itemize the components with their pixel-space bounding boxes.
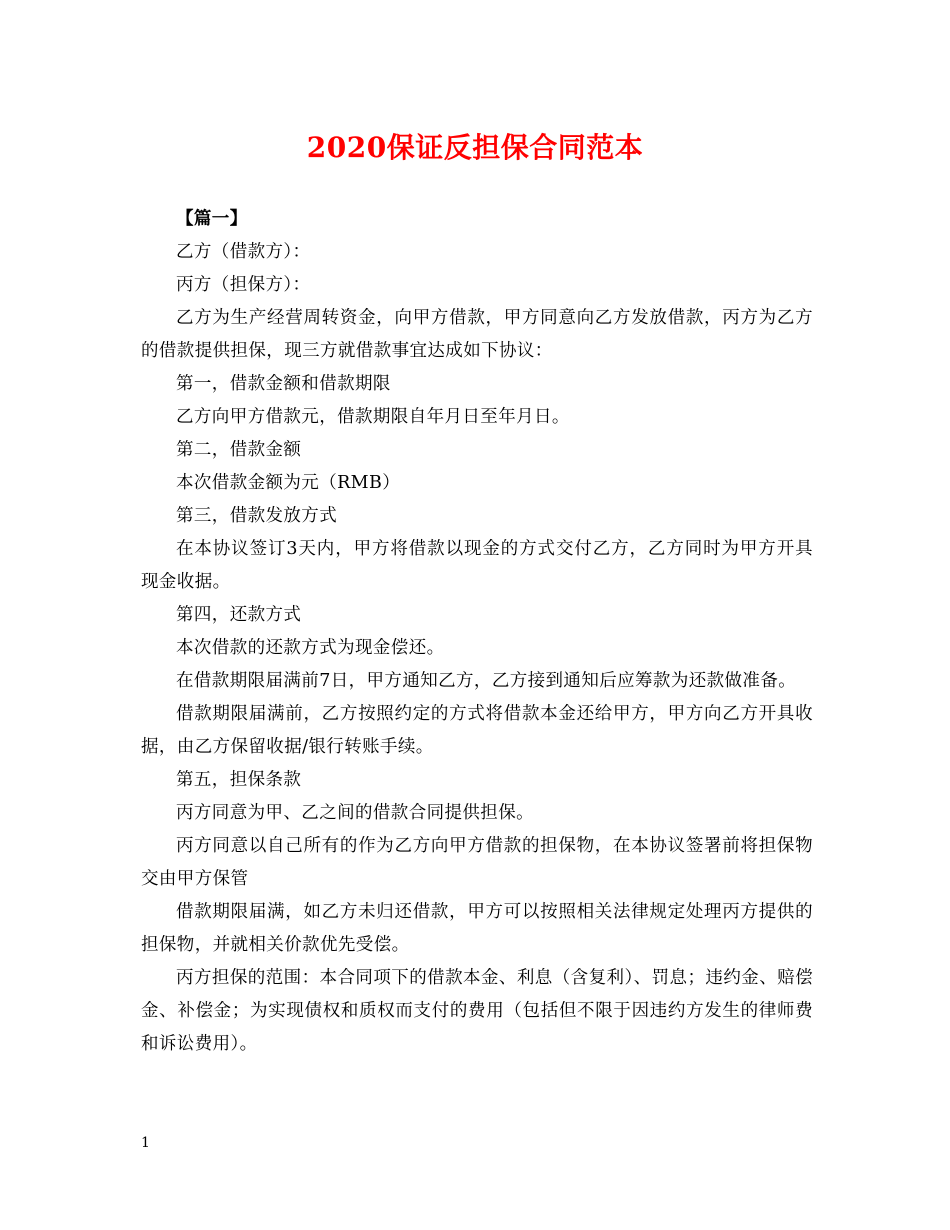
- clause-paragraph: 本次借款金额为元（RMB）: [176, 473, 401, 493]
- clause-heading: 第五，担保条款: [176, 770, 302, 790]
- clause-heading: 第二，借款金额: [176, 440, 302, 460]
- clause-paragraph: 借款期限届满，如乙方未归还借款，甲方可以按照相关法律规定处理丙方提供的担保物，并就相关价款优先受偿。: [141, 902, 813, 955]
- clause-paragraph: 借款期限届满前，乙方按照约定的方式将借款本金还给甲方，甲方向乙方开具收据，由乙方保留收据/银行转账手续。: [141, 704, 813, 757]
- section-label: 【篇一】: [176, 209, 248, 229]
- clause-paragraph: 本次借款的还款方式为现金偿还。: [176, 638, 445, 658]
- clause-paragraph: 丙方担保的范围：本合同项下的借款本金、利息（含复利）、罚息；违约金、赔偿金、补偿金；为实现债权和质权而支付的费用（包括但不限于因违约方发生的律师费和诉讼费用）。: [141, 968, 813, 1054]
- clause-paragraph: 丙方同意以自己所有的作为乙方向甲方借款的担保物，在本协议签署前将担保物交由甲方保管: [141, 836, 813, 889]
- preamble-paragraph: 乙方为生产经营周转资金，向甲方借款，甲方同意向乙方发放借款，丙方为乙方的借款提供担保，现三方就借款事宜达成如下协议：: [141, 308, 813, 361]
- clause-paragraph: 乙方向甲方借款元，借款期限自年月日至年月日。: [176, 407, 570, 427]
- party-c-line: 丙方（担保方）：: [176, 275, 311, 295]
- page-number: 1: [141, 1135, 150, 1151]
- clause-paragraph: 丙方同意为甲、乙之间的借款合同提供担保。: [176, 803, 534, 823]
- clause-paragraph: 在本协议签订3天内，甲方将借款以现金的方式交付乙方，乙方同时为甲方开具现金收据。: [141, 539, 813, 592]
- document-body: [141, 203, 813, 1061]
- clause-paragraph: 在借款期限届满前7日，甲方通知乙方，乙方接到通知后应筹款为还款做准备。: [176, 671, 797, 691]
- clause-heading: 第一，借款金额和借款期限: [176, 374, 391, 394]
- clause-heading: 第四，还款方式: [176, 605, 302, 625]
- party-b-line: 乙方（借款方）：: [176, 242, 311, 262]
- document-title: 2020保证反担保合同范本: [306, 131, 644, 164]
- clause-heading: 第三，借款发放方式: [176, 506, 338, 526]
